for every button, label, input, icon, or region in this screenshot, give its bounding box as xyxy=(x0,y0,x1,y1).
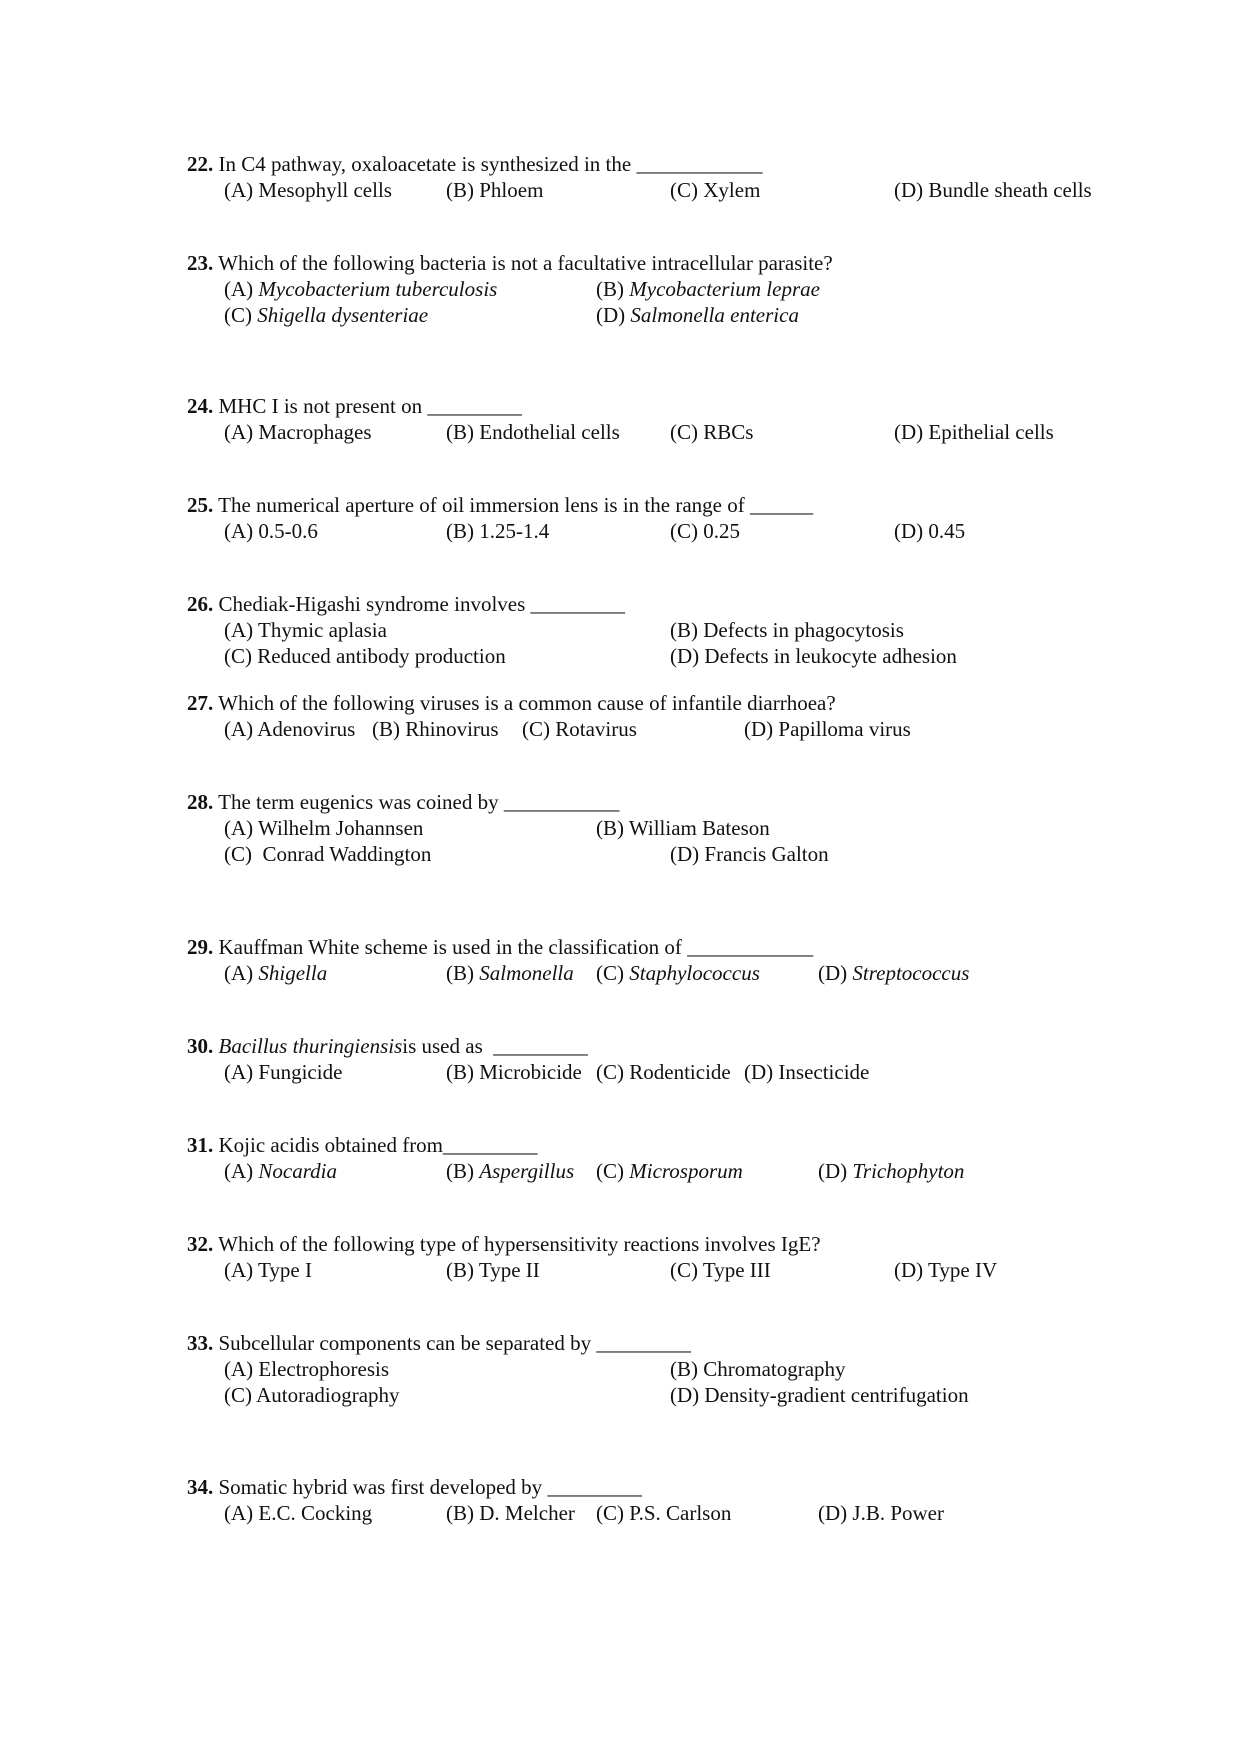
option-d: (D) Insecticide xyxy=(744,1060,870,1084)
option-c: (C) Rotavirus xyxy=(522,717,637,741)
option-b: (B) Salmonella xyxy=(446,961,574,985)
question-number: 34. xyxy=(187,1475,214,1499)
option-d: (D) Type IV xyxy=(894,1258,998,1282)
option-b: (B) D. Melcher xyxy=(446,1501,575,1525)
question-text: MHC I is not present on xyxy=(218,394,423,418)
option-c: (C) Type III xyxy=(670,1258,771,1282)
option-b: (B) Microbicide xyxy=(446,1060,582,1084)
question-number: 28. xyxy=(187,790,214,814)
option-d: (D) Salmonella enterica xyxy=(596,303,799,327)
option-a: (A) Type I xyxy=(224,1258,312,1282)
question-number: 27. xyxy=(187,691,214,715)
question-text: Chediak-Higashi syndrome involves xyxy=(218,592,526,616)
option-b: (B) Aspergillus xyxy=(446,1159,575,1183)
option-d: (D) Streptococcus xyxy=(818,961,970,985)
answer-blank: _________ xyxy=(596,1331,691,1355)
question-text: Which of the following type of hypersensitivity reactions involves IgE? xyxy=(218,1232,821,1256)
option-d: (D) 0.45 xyxy=(894,519,966,543)
answer-blank: ___________ xyxy=(503,790,620,814)
option-d: (D) Francis Galton xyxy=(670,842,829,866)
question-29-stem xyxy=(187,935,813,959)
option-a: (A) Electrophoresis xyxy=(224,1357,390,1381)
option-a: (A) Adenovirus xyxy=(224,717,356,741)
option-b: (B) Defects in phagocytosis xyxy=(670,618,904,642)
answer-blank: _________ xyxy=(547,1475,642,1499)
question-number: 29. xyxy=(187,935,214,959)
question-26-stem xyxy=(187,592,625,616)
option-c: (C) Autoradiography xyxy=(224,1383,400,1407)
question-text: Kauffman White scheme is used in the classification of xyxy=(218,935,682,959)
question-number: 25. xyxy=(187,493,214,517)
question-text: Which of the following bacteria is not a facultative intracellular parasite? xyxy=(218,251,833,275)
option-b: (B) Phloem xyxy=(446,178,544,202)
option-c: (C) RBCs xyxy=(670,420,754,444)
answer-blank: _________ xyxy=(427,394,522,418)
option-d: (D) J.B. Power xyxy=(818,1501,944,1525)
question-text-italic: Bacillus thuringiensis xyxy=(218,1034,403,1058)
question-number: 24. xyxy=(187,394,214,418)
option-a: (A) Nocardia xyxy=(224,1159,337,1183)
option-c: (C) Shigella dysenteriae xyxy=(224,303,429,327)
question-text: The numerical aperture of oil immersion lens is in the range of xyxy=(218,493,745,517)
option-b: (B) Endothelial cells xyxy=(446,420,620,444)
option-a: (A) Fungicide xyxy=(224,1060,343,1084)
option-b: (B) Chromatography xyxy=(670,1357,846,1381)
question-25-stem xyxy=(187,493,813,517)
option-a: (A) Shigella xyxy=(224,961,328,985)
option-d: (D) Bundle sheath cells xyxy=(894,178,1092,202)
question-number: 32. xyxy=(187,1232,214,1256)
option-a: (A) Mesophyll cells xyxy=(224,178,392,202)
option-c: (C) Reduced antibody production xyxy=(224,644,506,668)
option-b: (B) 1.25-1.4 xyxy=(446,519,550,543)
question-number: 30. xyxy=(187,1034,214,1058)
option-c: (C) Staphylococcus xyxy=(596,961,760,985)
option-b: (B) Rhinovirus xyxy=(372,717,499,741)
answer-blank: _________ xyxy=(493,1034,588,1058)
option-a: (A) Wilhelm Johannsen xyxy=(224,816,424,840)
question-text: Subcellular components can be separated by xyxy=(218,1331,592,1355)
question-text: In C4 pathway, oxaloacetate is synthesized in the xyxy=(218,152,632,176)
option-b: (B) Type II xyxy=(446,1258,540,1282)
question-32-stem xyxy=(187,1232,821,1256)
option-a: (A) Thymic aplasia xyxy=(224,618,387,642)
question-number: 23. xyxy=(187,251,214,275)
question-30-stem xyxy=(187,1034,588,1058)
answer-blank: _________ xyxy=(443,1133,538,1157)
question-22-stem xyxy=(187,152,762,176)
question-number: 26. xyxy=(187,592,214,616)
option-c: (C) Xylem xyxy=(670,178,761,202)
question-33-stem xyxy=(187,1331,691,1355)
question-text: Which of the following viruses is a common cause of infantile diarrhoea? xyxy=(218,691,836,715)
question-34-stem xyxy=(187,1475,642,1499)
option-a: (A) E.C. Cocking xyxy=(224,1501,373,1525)
question-23-stem xyxy=(187,251,833,275)
question-number: 33. xyxy=(187,1331,214,1355)
answer-blank: ______ xyxy=(749,493,813,517)
option-c: (C) Microsporum xyxy=(596,1159,743,1183)
question-28-stem xyxy=(187,790,619,814)
question-27-stem xyxy=(187,691,836,715)
option-c: (C) Conrad Waddington xyxy=(224,842,432,866)
answer-blank: ____________ xyxy=(636,152,763,176)
option-c: (C) P.S. Carlson xyxy=(596,1501,732,1525)
question-number: 31. xyxy=(187,1133,214,1157)
option-d: (D) Epithelial cells xyxy=(894,420,1054,444)
question-24-stem xyxy=(187,394,522,418)
option-c: (C) 0.25 xyxy=(670,519,740,543)
option-a: (A) Mycobacterium tuberculosis xyxy=(224,277,498,301)
question-text: Kojic acidis obtained from xyxy=(218,1133,444,1157)
option-b: (B) William Bateson xyxy=(596,816,770,840)
option-a: (A) Macrophages xyxy=(224,420,372,444)
question-text: is used as xyxy=(402,1034,483,1058)
question-31-stem xyxy=(187,1133,538,1157)
option-d: (D) Defects in leukocyte adhesion xyxy=(670,644,957,668)
question-number: 22. xyxy=(187,152,214,176)
option-d: (D) Density-gradient centrifugation xyxy=(670,1383,969,1407)
option-d: (D) Papilloma virus xyxy=(744,717,911,741)
option-b: (B) Mycobacterium leprae xyxy=(596,277,820,301)
question-text: Somatic hybrid was first developed by xyxy=(218,1475,543,1499)
option-d: (D) Trichophyton xyxy=(818,1159,965,1183)
answer-blank: _________ xyxy=(530,592,626,616)
answer-blank: ____________ xyxy=(687,935,814,959)
option-a: (A) 0.5-0.6 xyxy=(224,519,318,543)
question-text: The term eugenics was coined by xyxy=(218,790,499,814)
option-c: (C) Rodenticide xyxy=(596,1060,731,1084)
